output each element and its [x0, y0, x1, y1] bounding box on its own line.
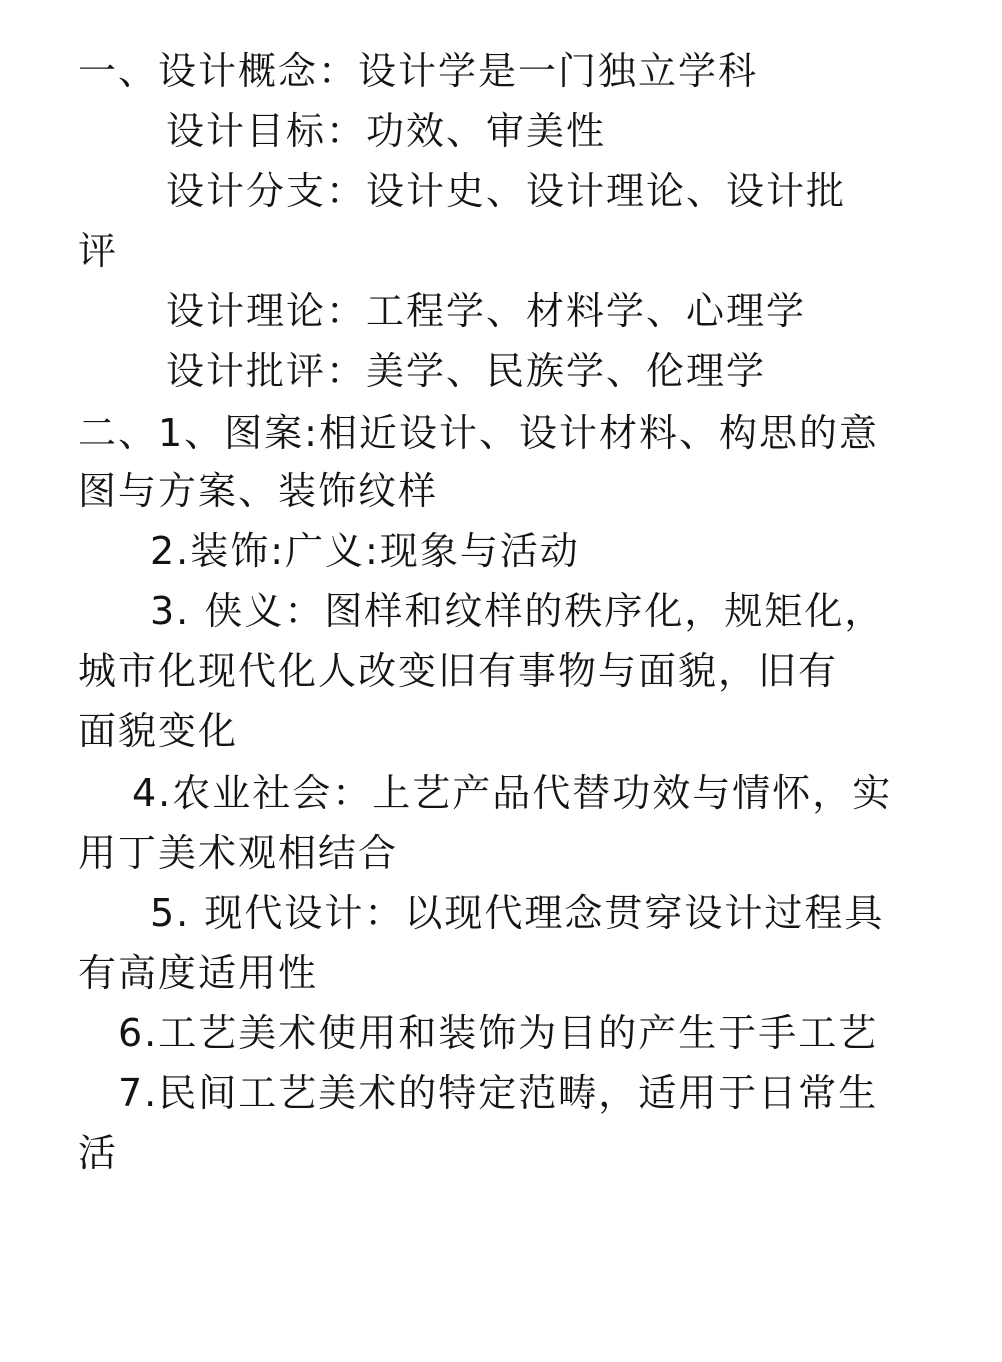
note-line-18: 7.民间工艺美术的特定范畴，适用于日常生 [118, 1071, 879, 1115]
note-line-2: 设计目标：功效、审美性 [166, 109, 607, 153]
note-line-10: 3. 侠义：图样和纹样的秩序化，规矩化， [150, 589, 885, 633]
note-line-1: 一、设计概念：设计学是一门独立学科 [78, 49, 759, 93]
note-line-17: 6.工艺美术使用和装饰为目的产生于手工艺 [118, 1011, 879, 1055]
note-line-15: 5. 现代设计：以现代理念贯穿设计过程具 [150, 891, 885, 935]
note-line-5: 设计理论：工程学、材料学、心理学 [166, 289, 807, 333]
note-line-4: 评 [78, 229, 119, 273]
note-line-13: 4.农业社会：上艺产品代替功效与情怀，实 [132, 771, 893, 815]
note-line-9: 2.装饰:广义:现象与活动 [150, 529, 580, 573]
note-line-16: 有高度适用性 [78, 951, 319, 995]
note-line-12: 面貌变化 [78, 709, 239, 753]
note-line-3: 设计分支：设计史、设计理论、设计批 [166, 169, 847, 213]
note-line-7: 二、1、图案:相近设计、设计材料、构思的意 [78, 411, 879, 455]
note-line-6: 设计批评：美学、民族学、伦理学 [166, 349, 767, 393]
note-line-19: 活 [78, 1131, 119, 1175]
note-line-14: 用丁美术观相结合 [78, 831, 399, 875]
note-line-8: 图与方案、装饰纹样 [78, 469, 439, 513]
note-line-11: 城市化现代化人改变旧有事物与面貌，旧有 [78, 649, 839, 693]
